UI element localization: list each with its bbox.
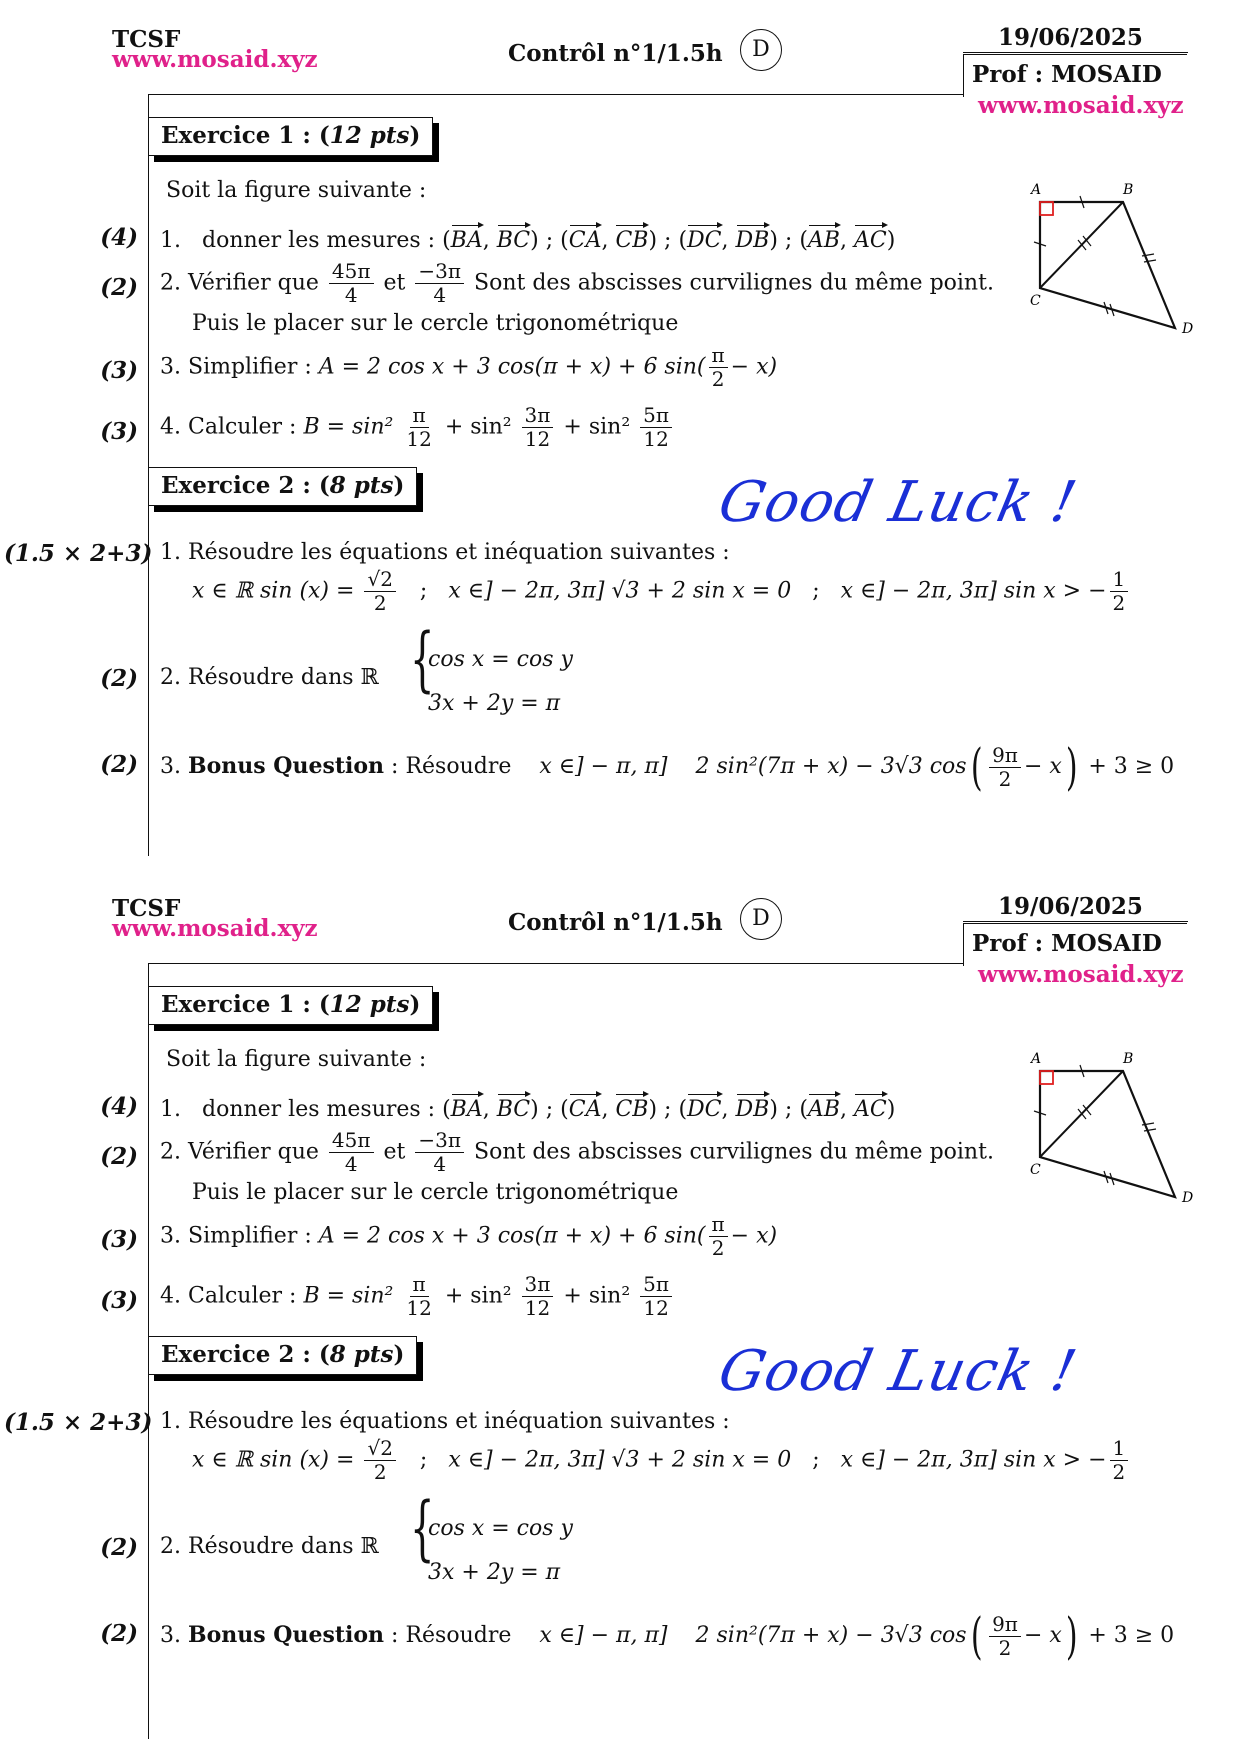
ex2-q3-points: (2): [100, 1620, 138, 1647]
ex2-system-brace: {: [410, 618, 435, 700]
ex2-question-1-equations: x ∈ ℝ sin (x) = $\frac{√2}{2}$ ; x ∈] − 2π, 3π] √3 + 2 sin x = 0 ; x ∈] − 2π, 3π] sin x > − $\frac{1}{2}$: [192, 1437, 1131, 1484]
vertex-label-d: D: [1182, 321, 1194, 337]
ex2-question-3: 3. Bonus Question : Résoudre x ∈] − π, π] 2 sin²(7π + x) − 3√3 cos( $\frac{9\pi}{2}$ − x) + 3 ≥ 0: [160, 738, 1175, 796]
ex1-question-2-line-2: Puis le placer sur le cercle trigonométrique: [192, 311, 679, 336]
header-rule: [148, 94, 963, 95]
prof-box: [963, 54, 1187, 97]
ex2-question-1: 1. Résoudre les équations et inéquation suivantes :: [160, 540, 730, 565]
ex2-q1-points: (1.5 × 2+3): [4, 540, 153, 567]
version-badge: D: [740, 898, 782, 940]
version-badge: D: [740, 29, 782, 71]
ex2-question-1: 1. Résoudre les équations et inéquation suivantes :: [160, 1409, 730, 1434]
exam-date: 19/06/2025: [998, 24, 1143, 51]
ex2-system-line-2: 3x + 2y = π: [428, 1560, 561, 1585]
good-luck-text: Good Luck !: [713, 470, 1083, 535]
vertex-label-b: B: [1123, 1051, 1134, 1067]
exercise-2-title: Exercice 2 : (8 pts): [148, 1336, 417, 1375]
ex1-question-2-line-2: Puis le placer sur le cercle trigonométrique: [192, 1180, 679, 1205]
exam-date: 19/06/2025: [998, 893, 1143, 920]
vertex-label-c: C: [1030, 293, 1041, 309]
exam-title: Contrôl n°1/1.5h: [508, 909, 723, 936]
website-link[interactable]: www.mosaid.xyz: [112, 915, 318, 942]
ex2-question-2: 2. Résoudre dans ℝ: [160, 1534, 379, 1559]
quadrilateral-figure: [1020, 1047, 1200, 1207]
ex1-intro: Soit la figure suivante :: [166, 178, 427, 203]
prof-website[interactable]: www.mosaid.xyz: [978, 92, 1184, 119]
vertex-label-b: B: [1123, 182, 1134, 198]
ex1-q3-points: (3): [100, 357, 138, 384]
ex1-q4-points: (3): [100, 1287, 138, 1314]
vertex-label-a: A: [1031, 182, 1042, 198]
prof-box: [963, 923, 1187, 966]
ex2-q2-points: (2): [100, 665, 138, 692]
ex1-question-4: 4. Calculer : B = sin² $\frac{\pi}{12}$ + sin² $\frac{3\pi}{12}$ + sin² $\frac{5\pi}{12}$: [160, 404, 675, 451]
ex1-question-4: 4. Calculer : B = sin² $\frac{\pi}{12}$ + sin² $\frac{3\pi}{12}$ + sin² $\frac{5\pi}{12}$: [160, 1273, 675, 1320]
date-rule: [963, 921, 1188, 922]
vertex-label-c: C: [1030, 1162, 1041, 1178]
good-luck-text: Good Luck !: [713, 1339, 1083, 1404]
ex2-question-1-equations: x ∈ ℝ sin (x) = $\frac{√2}{2}$ ; x ∈] − 2π, 3π] √3 + 2 sin x = 0 ; x ∈] − 2π, 3π] sin x > − $\frac{1}{2}$: [192, 568, 1131, 615]
ex1-q1-points: (4): [100, 224, 138, 251]
prof-name: Prof : MOSAID: [972, 930, 1162, 957]
ex2-system-line-2: 3x + 2y = π: [428, 691, 561, 716]
ex1-question-3: 3. Simplifier : A = 2 cos x + 3 cos(π + x) + 6 sin( $\frac{\pi}{2}$ − x): [160, 1212, 778, 1260]
ex1-q2-points: (2): [100, 1143, 138, 1170]
website-link[interactable]: www.mosaid.xyz: [112, 46, 318, 73]
ex2-q3-points: (2): [100, 751, 138, 778]
date-rule: [963, 52, 1188, 53]
header-rule: [148, 963, 963, 964]
exercise-1-title: Exercice 1 : (12 pts): [148, 117, 433, 156]
exercise-2-title: Exercice 2 : (8 pts): [148, 467, 417, 506]
prof-name: Prof : MOSAID: [972, 61, 1162, 88]
ex2-system-line-1: cos x = cos y: [428, 1516, 573, 1541]
school-label: TCSF: [112, 26, 181, 53]
ex2-q2-points: (2): [100, 1534, 138, 1561]
ex1-question-2: 2. Vérifier que $\frac{45\pi}{4}$ et $\frac{-3\pi}{4}$ Sont des abscisses curvilignes du même point.: [160, 259, 994, 307]
exam-copy-1: [0, 0, 1241, 870]
ex1-question-2: 2. Vérifier que $\frac{45\pi}{4}$ et $\frac{-3\pi}{4}$ Sont des abscisses curvilignes du même point.: [160, 1128, 994, 1176]
ex1-q1-points: (4): [100, 1093, 138, 1120]
ex1-question-1: 1. donner les mesures : (BA, BC) ; (CA, CB) ; (DC, DB) ; (AB, AC): [160, 1091, 895, 1122]
ex2-system-brace: {: [410, 1487, 435, 1569]
ex1-q4-points: (3): [100, 418, 138, 445]
vertex-label-d: D: [1182, 1190, 1194, 1206]
ex2-system-line-1: cos x = cos y: [428, 647, 573, 672]
exam-copy-2: [0, 869, 1241, 1739]
vertex-label-a: A: [1031, 1051, 1042, 1067]
prof-website[interactable]: www.mosaid.xyz: [978, 961, 1184, 988]
ex1-q3-points: (3): [100, 1226, 138, 1253]
ex1-q2-points: (2): [100, 274, 138, 301]
exam-title: Contrôl n°1/1.5h: [508, 40, 723, 67]
ex2-question-3: 3. Bonus Question : Résoudre x ∈] − π, π] 2 sin²(7π + x) − 3√3 cos( $\frac{9\pi}{2}$ − x) + 3 ≥ 0: [160, 1607, 1175, 1665]
ex1-question-1: 1. donner les mesures : (BA, BC) ; (CA, CB) ; (DC, DB) ; (AB, AC): [160, 222, 895, 253]
ex1-question-3: 3. Simplifier : A = 2 cos x + 3 cos(π + x) + 6 sin( $\frac{\pi}{2}$ − x): [160, 343, 778, 391]
ex2-question-2: 2. Résoudre dans ℝ: [160, 665, 379, 690]
ex2-q1-points: (1.5 × 2+3): [4, 1409, 153, 1436]
exercise-1-title: Exercice 1 : (12 pts): [148, 986, 433, 1025]
school-label: TCSF: [112, 895, 181, 922]
quadrilateral-figure: [1020, 178, 1200, 338]
ex1-intro: Soit la figure suivante :: [166, 1047, 427, 1072]
